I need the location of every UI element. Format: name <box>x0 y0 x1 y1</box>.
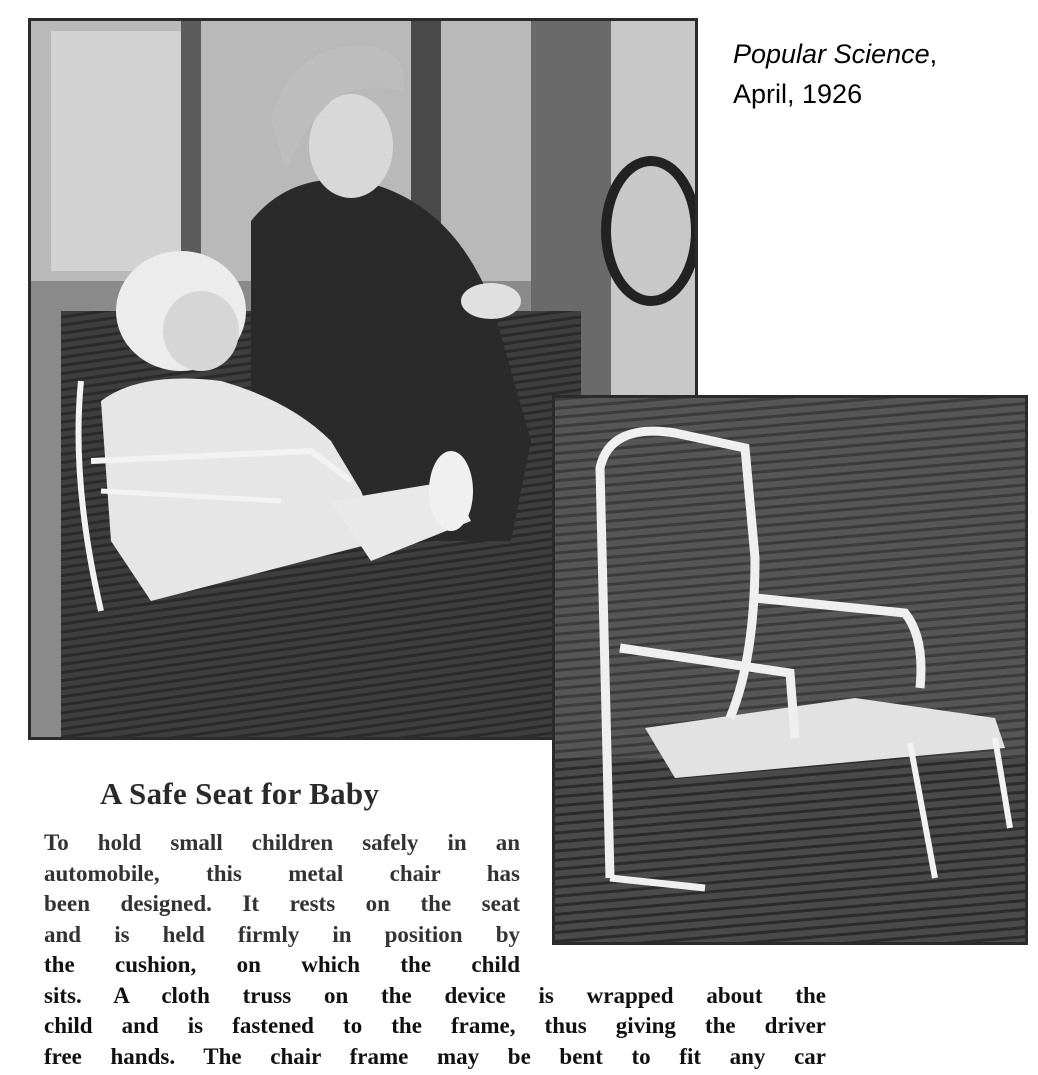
article-title: A Safe Seat for Baby <box>100 776 380 811</box>
article-body <box>44 828 826 1072</box>
article-line: the cushion, on which the child <box>44 952 520 977</box>
source-date: April, 1926 <box>733 79 863 109</box>
article-line: automobile, this metal chair has <box>44 860 520 886</box>
article-line: child and is fastened to the frame, thus giving the driver <box>44 1013 826 1038</box>
source-caption <box>733 34 937 114</box>
source-publication-line: Popular Science, <box>733 39 938 69</box>
source-publication: Popular Science <box>733 39 930 69</box>
article-line: To hold small children safely in an <box>44 830 520 855</box>
article-line: and is held firmly in position by <box>44 921 520 947</box>
article-line: sits. A cloth truss on the device is wrapped about the <box>44 982 826 1008</box>
article-line: free hands. The chair frame may be bent to fit any car <box>44 1043 826 1069</box>
article-line: been designed. It rests on the seat <box>44 891 520 916</box>
